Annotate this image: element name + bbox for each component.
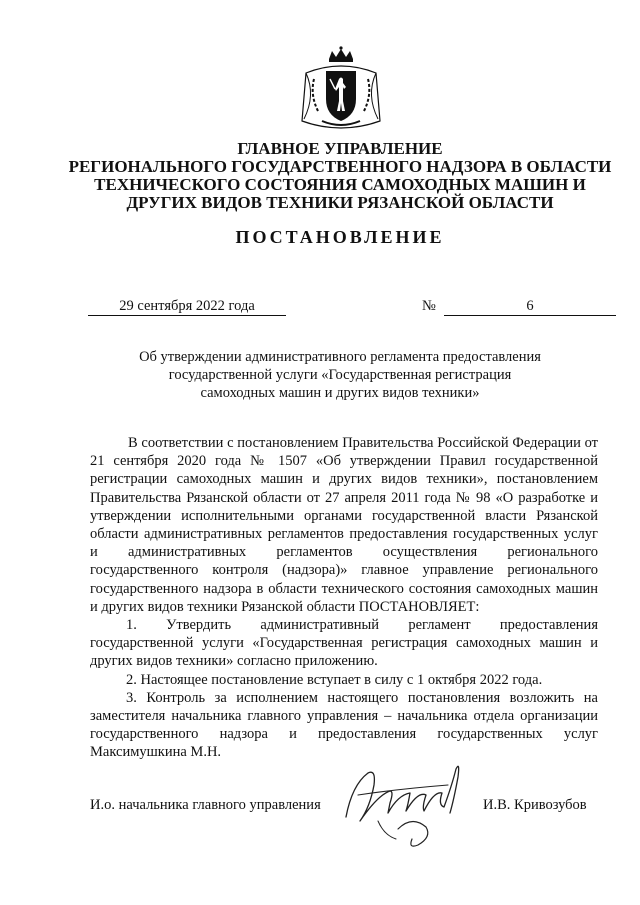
organization-name	[60, 140, 620, 212]
clause-3-paragraph: 3. Контроль за исполнением настоящего постановления возложить на заместителя начальника главного управления – начальника отдела организации государственного надзора и предоставления государственных услуг Максимушкина М.Н.	[90, 689, 598, 761]
signatory-title: И.о. начальника главного управления	[90, 797, 321, 813]
document-body	[90, 434, 598, 762]
coat-of-arms-icon	[296, 45, 386, 135]
subject-line-3: самоходных машин и других видов техники»	[200, 385, 480, 401]
org-line-4: ДРУГИХ ВИДОВ ТЕХНИКИ РЯЗАНСКОЙ ОБЛАСТИ	[126, 193, 554, 212]
org-line-1: ГЛАВНОЕ УПРАВЛЕНИЕ	[237, 139, 443, 158]
handwritten-signature-icon	[338, 755, 473, 855]
org-line-2: РЕГИОНАЛЬНОГО ГОСУДАРСТВЕННОГО НАДЗОРА В ОБЛАСТИ	[68, 157, 612, 176]
document-type-heading: ПОСТАНОВЛЕНИЕ	[235, 227, 445, 247]
document-date: 29 сентября 2022 года	[88, 297, 286, 316]
document-subject	[90, 348, 590, 402]
subject-line-1: Об утверждении административного регламента предоставления	[139, 349, 541, 365]
signatory-name: И.В. Кривозубов	[483, 797, 587, 813]
clause-2-paragraph: 2. Настоящее постановление вступает в силу с 1 октября 2022 года.	[126, 671, 543, 688]
clause-1-paragraph: 1. Утвердить административный регламент предоставления государственной услуги «Государственная регистрация самоходных машин и других видов техники» согласно приложению.	[90, 617, 598, 670]
subject-line-2: государственной услуги «Государственная регистрация	[168, 367, 512, 383]
number-sign: №	[422, 298, 436, 314]
org-line-3: ТЕХНИЧЕСКОГО СОСТОЯНИЯ САМОХОДНЫХ МАШИН И	[94, 175, 586, 194]
preamble-paragraph: В соответствии с постановлением Правительства Российской Федерации от 21 сентября 2020 года № 1507 «Об утверждении Правил государственной регистрации самоходных машин и других видов техники», постановлением Правительства Рязанской области от 27 апреля 2011 года № 98 «О разработке и утверждении исполнительными органами государственной власти Рязанской области административных регламентов предоставления государственных услуг и административных регламентов осуществления регионального государственного контроля (надзора)» главное управление регионального государственного надзора в области технического состояния самоходных машин и других видов техники Рязанской области ПОСТАНОВЛЯЕТ:	[90, 435, 598, 615]
document-number: 6	[444, 297, 616, 316]
